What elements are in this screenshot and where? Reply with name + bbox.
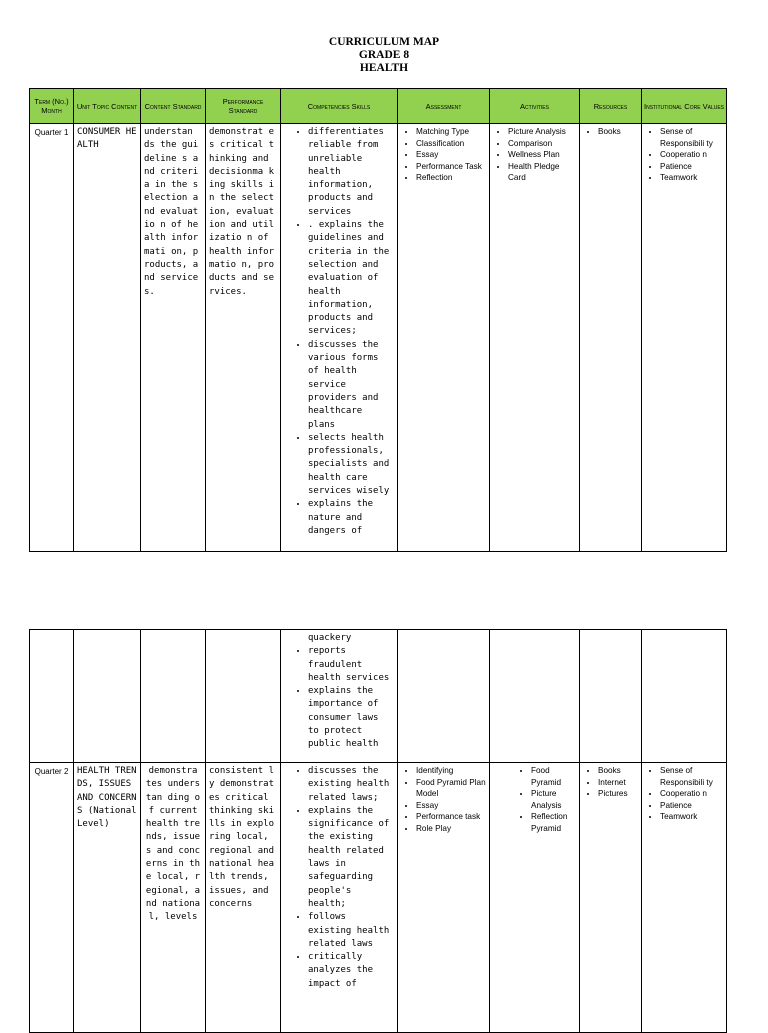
- header-competencies: Competencies Skills: [281, 89, 398, 124]
- list-item: • Essay: [416, 800, 486, 812]
- header-core-values: Institutional Core Values: [642, 89, 727, 124]
- header-unit-topic: Unit Topic Content: [74, 89, 141, 124]
- list-item: • explains the nature and dangers of: [308, 498, 394, 538]
- activities-cell: [490, 763, 580, 1033]
- content-standard-cell: demonstra tes understan ding of current health trends, issues and concerns in the local, regional, and national, levels: [141, 763, 206, 1033]
- term-cell: Quarter 1: [30, 124, 74, 552]
- content-standard-cell: [141, 630, 206, 763]
- unit-topic-cell: [74, 630, 141, 763]
- list-item: • Internet: [598, 777, 638, 789]
- list-item: • Patience: [660, 161, 723, 173]
- competencies-cell: [281, 124, 398, 552]
- list-item: • Picture Analysis: [508, 126, 576, 138]
- header-resources: Resources: [580, 89, 642, 124]
- list-item: • Teamwork: [660, 172, 723, 184]
- list-item: • Food Pyramid: [531, 765, 576, 788]
- performance-standard-cell: [206, 630, 281, 763]
- list-item: • Wellness Plan: [508, 149, 576, 161]
- header-content-standard: Content Standard: [141, 89, 206, 124]
- list-item: • Comparison: [508, 138, 576, 150]
- resources-cell: [580, 630, 642, 763]
- assessment-cell: [398, 630, 490, 763]
- header-term: Term (No.) Month: [30, 89, 74, 124]
- list-item: • Performance Task: [416, 161, 486, 173]
- list-item: • explains the importance of consumer laws to protect public health: [308, 685, 394, 751]
- title-line-3: HEALTH: [359, 62, 409, 74]
- list-item: • Reflection Pyramid: [531, 811, 576, 834]
- list-item: • explains the significance of the existing health related laws in safeguarding people's health;: [308, 805, 394, 911]
- list-item: • Matching Type: [416, 126, 486, 138]
- list-item: • Identifying: [416, 765, 486, 777]
- core-values-cell: [642, 124, 727, 552]
- resources-cell: [580, 763, 642, 1033]
- list-item: • Cooperatio n: [660, 149, 723, 161]
- competencies-cell: [281, 630, 398, 763]
- resources-cell: [580, 124, 642, 552]
- curriculum-table-part-1: [29, 88, 727, 552]
- quarter-1-row: [30, 124, 727, 552]
- list-item: • Food Pyramid Plan Model: [416, 777, 486, 800]
- content-standard-cell: understan ds the guideline s and criteria in the selection and evaluatio n of health informati on, products, and services.: [141, 124, 206, 552]
- list-item: • selects health professionals, specialists and health care services wisely: [308, 432, 394, 498]
- list-item: • Patience: [660, 800, 723, 812]
- unit-topic-cell: HEALTH TRENDS, ISSUES AND CONCERNS (National Level): [74, 763, 141, 1033]
- list-item: • Essay: [416, 149, 486, 161]
- term-cell: Quarter 2: [30, 763, 74, 1033]
- performance-standard-cell: demonstrat es critical thinking and decisionma king skills in the selection, evaluation and utilizatio n of health informatio n, products and services.: [206, 124, 281, 552]
- title-line-1: CURRICULUM MAP: [328, 36, 440, 48]
- list-item: • discusses the existing health related laws;: [308, 765, 394, 805]
- list-item: • discusses the various forms of health service providers and healthcare plans: [308, 339, 394, 432]
- title-line-2: GRADE 8: [358, 49, 410, 61]
- performance-standard-cell: consistent ly demonstrat es critical thinking skills in exploring local, regional and national health trends, issues, and concerns: [206, 763, 281, 1033]
- list-item: • Teamwork: [660, 811, 723, 823]
- list-item: • reports fraudulent health services: [308, 645, 394, 685]
- assessment-cell: [398, 124, 490, 552]
- list-item: • differentiates reliable from unreliable health information, products and services: [308, 126, 394, 219]
- competencies-cell: [281, 763, 398, 1033]
- list-item: • Sense of Responsibili ty: [660, 126, 723, 149]
- list-item: • Classification: [416, 138, 486, 150]
- header-activities: Activities: [490, 89, 580, 124]
- unit-topic-cell: CONSUMER HEALTH: [74, 124, 141, 552]
- list-item: • Reflection: [416, 172, 486, 184]
- list-item: • Books: [598, 126, 638, 138]
- continuation-row: [30, 630, 727, 763]
- term-cell: [30, 630, 74, 763]
- list-item: • Cooperatio n: [660, 788, 723, 800]
- list-item: • critically analyzes the impact of: [308, 951, 394, 991]
- quarter-2-row: [30, 763, 727, 1033]
- list-item: • Picture Analysis: [531, 788, 576, 811]
- core-values-cell: [642, 763, 727, 1033]
- list-item: • Pictures: [598, 788, 638, 800]
- list-item: • Health Pledge Card: [508, 161, 576, 184]
- header-performance-standard: Performance Standard: [206, 89, 281, 124]
- list-item: • Books: [598, 765, 638, 777]
- list-item: quackery: [308, 633, 352, 643]
- list-item: • . explains the guidelines and criteria in the selection and evaluation of health information, products and services;: [308, 219, 394, 339]
- curriculum-table-part-2: [29, 629, 727, 1033]
- assessment-cell: [398, 763, 490, 1033]
- list-item: • Sense of Responsibili ty: [660, 765, 723, 788]
- core-values-cell: [642, 630, 727, 763]
- header-assessment: Assessment: [398, 89, 490, 124]
- list-item: • Role Play: [416, 823, 486, 835]
- header-row: [30, 89, 727, 124]
- document-title: [0, 36, 768, 75]
- activities-cell: [490, 630, 580, 763]
- activities-cell: [490, 124, 580, 552]
- list-item: • follows existing health related laws: [308, 911, 394, 951]
- list-item: • Performance task: [416, 811, 486, 823]
